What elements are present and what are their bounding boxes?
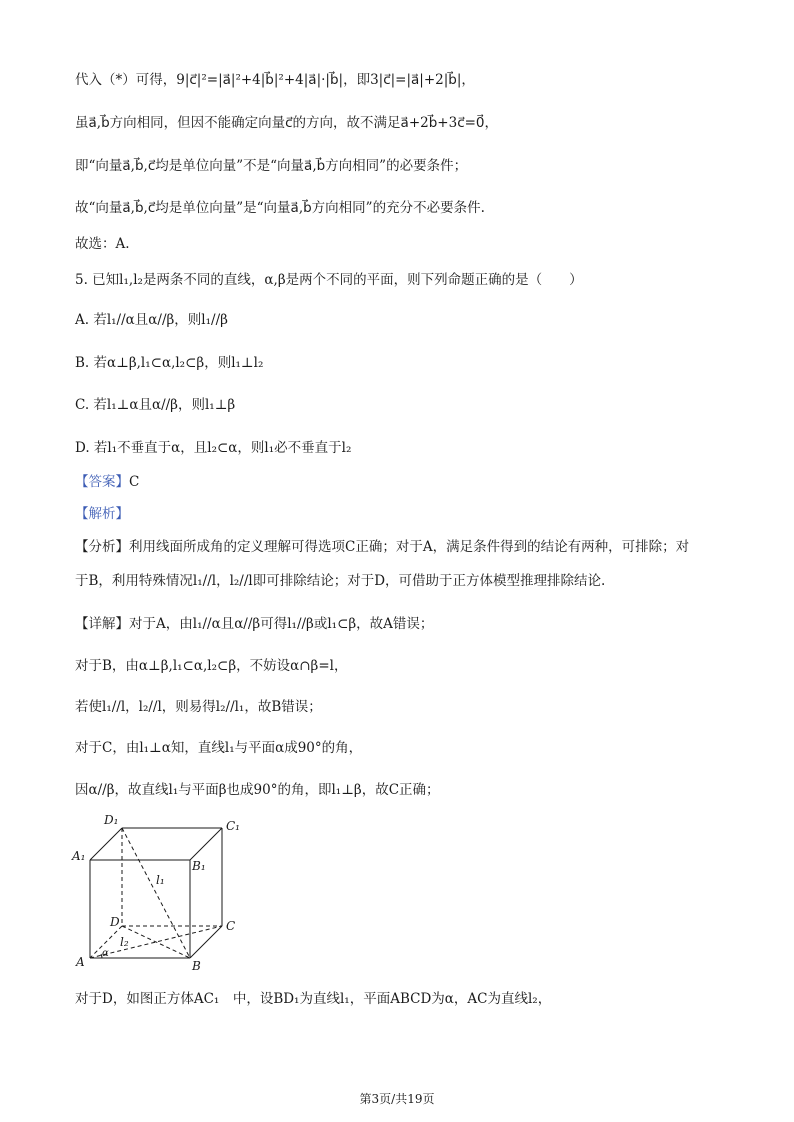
detail-line-3: 若使l₁//l，l₂//l，则易得l₂//l₁，故B错误； bbox=[75, 699, 322, 715]
label-A: A bbox=[76, 955, 85, 969]
fenxi-line-1 bbox=[75, 537, 754, 557]
answer-value: C bbox=[129, 474, 140, 490]
label-D1: D₁ bbox=[104, 813, 119, 827]
cube-figure bbox=[70, 810, 260, 975]
text-line-1: 代入（*）可得，9|c⃗|²=|a⃗|²+4|b⃗|²+4|a⃗|·|b⃗|，即3|c⃗|=|a⃗|+2|b⃗|， bbox=[75, 72, 475, 88]
option-b: B. 若α⊥β,l₁⊂α,l₂⊂β，则l₁⊥l₂ bbox=[75, 355, 264, 371]
option-a: A. 若l₁//α且α//β，则l₁//β bbox=[75, 312, 228, 328]
label-l2: l₂ bbox=[120, 935, 129, 949]
detail-line-4: 对于C，由l₁⊥α知，直线l₁与平面α成90°的角， bbox=[75, 740, 363, 756]
text-line-3: 即“向量a⃗,b⃗,c⃗均是单位向量”不是“向量a⃗,b⃗方向相同”的必要条件； bbox=[75, 158, 468, 174]
label-B1: B₁ bbox=[192, 859, 206, 873]
label-C1: C₁ bbox=[226, 819, 240, 833]
text-line-4: 故“向量a⃗,b⃗,c⃗均是单位向量”是“向量a⃗,b⃗方向相同”的充分不必要条件. bbox=[75, 200, 485, 216]
label-A1: A₁ bbox=[72, 849, 86, 863]
detail-text-1: 对于A，由l₁//α且α//β可得l₁//β或l₁⊂β，故A错误； bbox=[129, 616, 434, 632]
text-line-5: 故选：A. bbox=[75, 236, 130, 252]
analysis-tag-text: 【解析】 bbox=[75, 506, 129, 522]
detail-line-6: 对于D，如图正方体AC₁ 中，设BD₁为直线l₁，平面ABCD为α，AC为直线l₂， bbox=[75, 991, 552, 1007]
detail-line-5: 因α//β，故直线l₁与平面β也成90°的角，即l₁⊥β，故C正确； bbox=[75, 782, 440, 798]
label-alpha: α bbox=[102, 948, 109, 959]
page-footer: 第3页/共19页 bbox=[359, 1092, 435, 1106]
question-5: 5. 已知l₁,l₂是两条不同的直线，α,β是两个不同的平面，则下列命题正确的是（ ） bbox=[75, 272, 583, 288]
detail-line-2: 对于B，由α⊥β,l₁⊂α,l₂⊂β，不妨设α∩β=l， bbox=[75, 658, 348, 674]
text-line-2: 虽a⃗,b⃗方向相同，但因不能确定向量c⃗的方向，故不满足a⃗+2b⃗+3c⃗=0⃗， bbox=[75, 115, 499, 131]
analysis-tag bbox=[75, 504, 754, 524]
label-B: B bbox=[192, 959, 201, 973]
option-c: C. 若l₁⊥α且α//β，则l₁⊥β bbox=[75, 397, 236, 413]
fenxi-tag: 【分析】 bbox=[75, 539, 129, 555]
detail-tag: 【详解】 bbox=[75, 616, 129, 632]
label-D: D bbox=[110, 915, 120, 929]
label-l1: l₁ bbox=[156, 873, 165, 887]
answer-line bbox=[75, 472, 754, 492]
label-C: C bbox=[226, 919, 236, 933]
option-d: D. 若l₁不垂直于α，且l₂⊂α，则l₁必不垂直于l₂ bbox=[75, 440, 352, 456]
answer-tag: 【答案】 bbox=[75, 474, 129, 490]
fenxi-text-1: 利用线面所成角的定义理解可得选项C正确；对于A，满足条件得到的结论有两种，可排除；对 bbox=[129, 539, 690, 555]
fenxi-line-2: 于B，利用特殊情况l₁//l，l₂//l即可排除结论；对于D，可借助于正方体模型推理排除结论. bbox=[75, 573, 606, 589]
detail-line-1 bbox=[75, 614, 754, 634]
